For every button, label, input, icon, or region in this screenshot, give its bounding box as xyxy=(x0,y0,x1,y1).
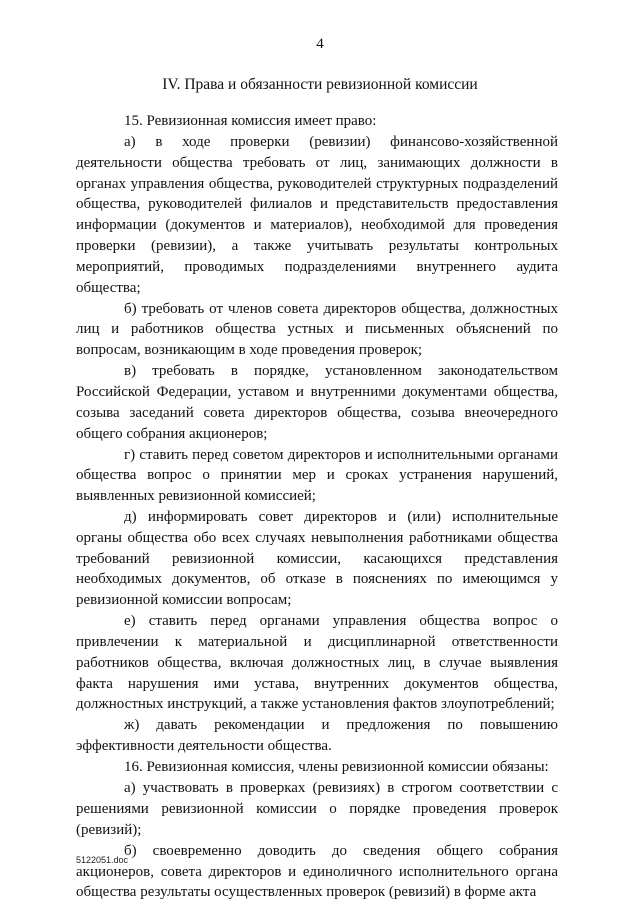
paragraph: 16. Ревизионная комиссия, члены ревизионной комиссии обязаны: xyxy=(124,759,549,776)
section-heading: IV. Права и обязанности ревизионной комиссии xyxy=(162,76,478,93)
paragraph: е) ставить перед органами управления общества вопрос о привлечении к материальной и дисциплинарной ответственности работников общества, включая должностных лиц, в случае выявления факта нарушения ими устава, внутренних документов общества, должностных инструкций, а также установления фактов злоупотреблений; xyxy=(76,613,558,713)
paragraph: в) требовать в порядке, установленном законодательством Российской Федерации, уставом и внутренними документами общества, созыва заседаний совета директоров общества, созыва внеочередного общего собрания акционеров; xyxy=(76,363,558,442)
paragraph: б) своевременно доводить до сведения общего собрания акционеров, совета директоров и единоличного исполнительного органа общества результаты осуществленных проверок (ревизий) в форме акта xyxy=(76,842,558,901)
paragraph: г) ставить перед советом директоров и исполнительными органами общества вопрос о принятии мер и сроках устранения нарушений, выявленных ревизионной комиссией; xyxy=(76,446,558,505)
footer-file-name: 5122051.doc xyxy=(76,855,129,865)
paragraph: а) в ходе проверки (ревизии) финансово-хозяйственной деятельности общества требовать от лиц, занимающих должности в органах управления общества, руководителей структурных подразделений общества, руководителей филиалов и представительств предоставления информации (документов и материалов), необходимой для проведения проверки (ревизии), а также учитывать результаты контрольных мероприятий, проводимых подразделениями внутреннего аудита общества; xyxy=(76,133,558,296)
paragraph: 15. Ревизионная комиссия имеет право: xyxy=(124,113,377,129)
paragraph: б) требовать от членов совета директоров общества, должностных лиц и работников общества устных и письменных объяснений по вопросам, возникающим в ходе проведения проверок; xyxy=(76,300,558,359)
page-number: 4 xyxy=(316,36,324,52)
paragraph: ж) давать рекомендации и предложения по повышению эффективности деятельности общества. xyxy=(76,717,558,755)
paragraph: д) информировать совет директоров и (или) исполнительные органы общества обо всех случаях невыполнения работниками общества требований ревизионной комиссии, касающихся представления необходимых документов, об отказе в пояснениях по имеющимся у ревизионной комиссии вопросам; xyxy=(76,509,558,609)
paragraph: а) участвовать в проверках (ревизиях) в строгом соответствии с решениями ревизионной комиссии о порядке проведения проверок (ревизий); xyxy=(76,780,558,838)
document-body xyxy=(76,111,558,903)
